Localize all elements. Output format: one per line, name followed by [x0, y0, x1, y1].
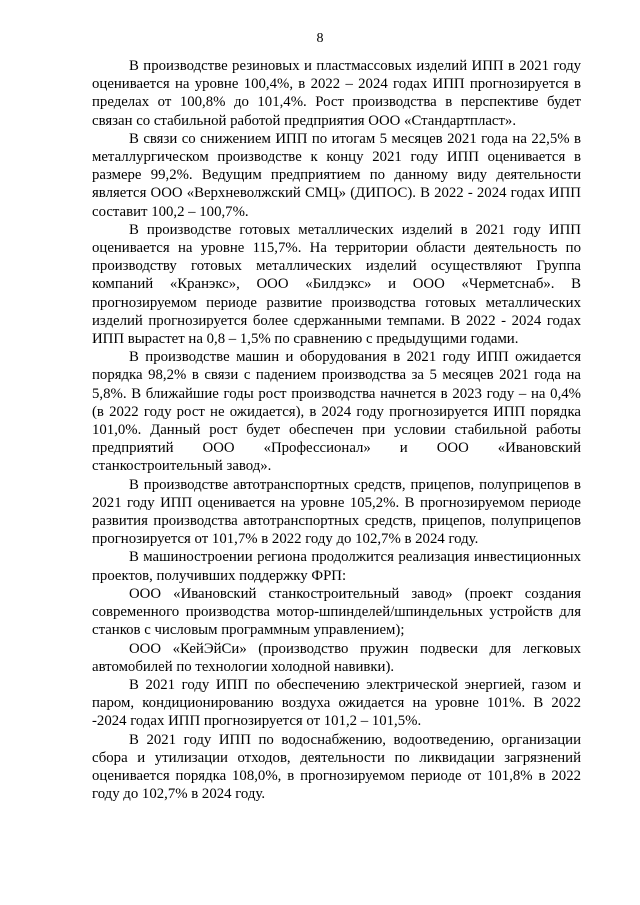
paragraph-vehicles: В производстве автотранспортных средств, прицепов, полуприцепов в 2021 году ИПП оценивается на уровне 105,2%. В прогнозируемом периоде развития производства автотранспортных средств, прицепов, полуприцепов прогнозируется от 101,7% в 2022 году до 102,7% в 2024 году. — [92, 476, 581, 548]
paragraph-water-supply: В 2021 году ИПП по водоснабжению, водоотведению, организации сбора и утилизации отходов, деятельности по ликвидации загрязнений оценивается порядка 108,0%, в прогнозируемом периоде от 101,8% в 2022 году до 102,7% в 2024 году. — [92, 731, 581, 803]
paragraph-engineering-projects: В машиностроении региона продолжится реализация инвестиционных проектов, получивших поддержку ФРП: — [92, 549, 581, 584]
paragraph-machinery: В производстве машин и оборудования в 2021 году ИПП ожидается порядка 98,2% в связи с падением производства за 5 месяцев 2021 года на 5,8%. В ближайшие годы рост производства начнется в 2023 году – на 0,4% (в 2022 году рост не ожидается), в 2024 году прогнозируется ИПП порядка 101,0%. Данный рост будет обеспечен при условии стабильной работы предприятий ООО «Профессионал» и ООО «Ивановский станкостроительный завод». — [92, 349, 581, 475]
page-number: 8 — [316, 31, 324, 46]
paragraph-energy: В 2021 году ИПП по обеспечению электрической энергией, газом и паром, кондиционированию воздуха ожидается на уровне 101%. В 2022 -2024 годах ИПП прогнозируется от 101,2 – 101,5%. — [92, 676, 581, 730]
paragraph-metal-products: В производстве готовых металлических изделий в 2021 году ИПП оценивается на уровне 115,7%. На территории области деятельность по производству готовых металлических изделий осуществляют Группа компаний «Кранэкс», ООО «Билдэкс» и ООО «Черметснаб». В прогнозируемом периоде развитие производства готовых металлических изделий прогнозируется более сдержанными темпами. В 2022 - 2024 годах ИПП вырастет на 0,8 – 1,5% по сравнению с предыдущими годами. — [92, 221, 581, 348]
document-body — [92, 57, 581, 803]
paragraph-metallurgy: В связи со снижением ИПП по итогам 5 месяцев 2021 года на 22,5% в металлургическом производстве к концу 2021 году ИПП оценивается в размере 99,2%. Ведущим предприятием по данному виду деятельности является ООО «Верхневолжский СМЦ» (ДИПОС). В 2022 - 2024 годах ИПП составит 100,2 – 100,7%. — [92, 130, 581, 220]
paragraph-project-machine-tool-plant: ООО «Ивановский станкостроительный завод» (проект создания современного производства мотор-шпинделей/шпиндельных устройств для станков с числовым программным управлением); — [92, 585, 581, 639]
paragraph-project-kac: ООО «КейЭйСи» (производство пружин подвески для легковых автомобилей по технологии холодной навивки). — [92, 640, 581, 675]
paragraph-rubber-plastics: В производстве резиновых и пластмассовых изделий ИПП в 2021 году оценивается на уровне 100,4%, в 2022 – 2024 годах ИПП прогнозируется в пределах от 100,8% до 101,4%. Рост производства в перспективе будет связан со стабильной работой предприятия ООО «Стандартпласт». — [92, 58, 581, 129]
